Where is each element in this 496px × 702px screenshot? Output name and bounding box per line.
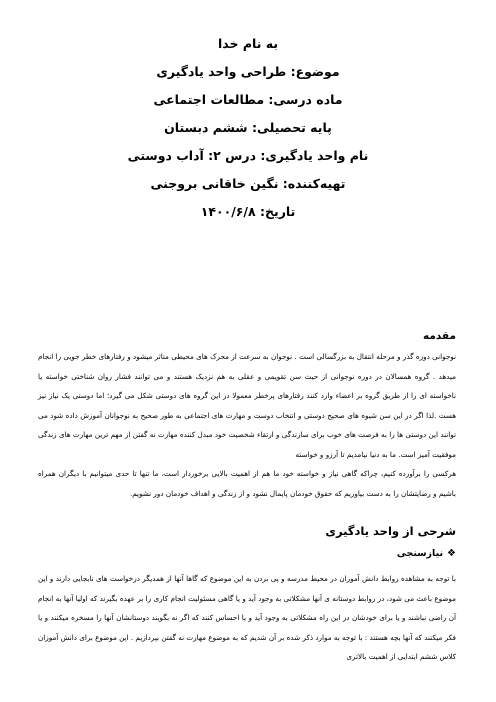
author-line: تهیه‌کننده: نگین خاقانی بروجنی [150, 176, 346, 191]
grade-line: پایه تحصیلی: ششم دبستان [164, 120, 332, 135]
subsection-label: نیازسنجی [396, 548, 444, 559]
intro-paragraph: هرکسی را برآورده کنیم، چراکه گاهی نیاز و خواسته خود ما هم از اهمیت بالایی برخوردار است، ما تنها تا حدی میتوانیم با دیگران همراه باشیم و رضایتشان را به دست بیاوریم که حقوق خودمان پایمال نشود و از زندگی و اهداف خودمان دور نشویم. [38, 469, 456, 498]
subsection-heading [397, 548, 456, 559]
intro-paragraph: نوجوانی دوره گذر و مرحله انتقال به بزرگسالی است . نوجوان به سرعت از محرک های محیطی متاثر میشود و رفتارهای خطر جویی را انجام میدهد . گروه همسالان در دوره نوجوانی از حیث سن تقویمی و عقلی به هم نزدیک هستند و می توانند فشار روان شناختی خواسته یا ناخواسته ای را از طریق گروه بر اعضاء وارد کنند رفتارهای پرخطر معمولا در این گروه های دوستی شکل می گیرد؛ اما دوستی یک نیاز نیز هست .لذا اگر در این سن شیوه های صحیح دوستی و انتخاب دوست و مهارت های اجتماعی به طور صحیح به نوجوانان آموزش داده شود می توانند این دوستی ها را به فرصت های خوب برای سازندگی و ارتقاء شخصیت خود مبدل کننده مهارت نه گفتن از مهم ترین مهارت های زندگی موفقیت آمیز است. ما به دنیا نیامدیم تا آرزو و خواسته [38, 352, 456, 459]
diamond-bullet-icon: ❖ [447, 548, 456, 559]
intro-body [38, 347, 456, 503]
bismillah-line: به نام خدا [217, 36, 279, 51]
section-heading: شرحی از واحد یادگیری [325, 524, 456, 538]
topic-line: موضوع: طراحی واحد یادگیری [156, 64, 340, 79]
date-line: تاریخ: ۱۴۰۰/۶/۸ [200, 204, 296, 219]
section-paragraph: با توجه به مشاهده روابط دانش آموزان در محیط مدرسه و پی بردن به این موضوع که گاها آنها از همدیگر درخواست های نابجایی دارند و این موضوع باعث می شود، در روابط دوستانه ی آنها مشکلاتی به وجود آید و یا گاهی مسئولیت انجام کاری را بر عهده بگیرند که اولیا آنها به انجام آن راضی نباشند و یا برای خودشان در این راه مشکلاتی به وجود آید و یا احساس کنند که اگر نه بگویند دوستانشان آنها را مسخره میکنند و یا فکر میکنند که آنها بچه هستند : با توجه به موارد ذکر شده بر آن شدیم که به موضوع مهارت نه گفتن بپردازیم . این موضوع برای دانش آموزان کلاس ششم ابتدایی از اهمیت بالاتری [38, 574, 456, 661]
unit-name-line: نام واحد یادگیری: درس ۲: آداب دوستی [127, 148, 369, 163]
intro-heading: مقدمه [423, 330, 456, 342]
document-header [40, 30, 456, 226]
section-body [38, 569, 456, 667]
subject-line: ماده درسی: مطالعات اجتماعی [153, 92, 343, 107]
